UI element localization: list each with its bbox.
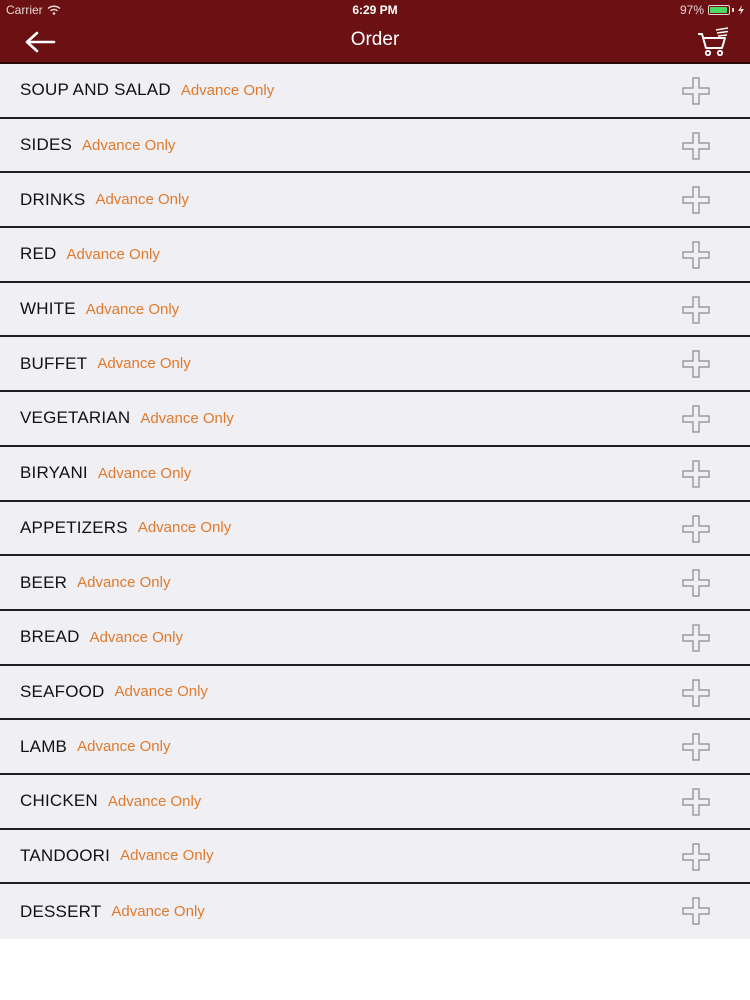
advance-only-badge: Advance Only [140, 409, 234, 427]
plus-icon [682, 843, 710, 871]
category-row[interactable] [0, 392, 750, 447]
category-name: DRINKS [20, 189, 86, 209]
expand-plus-button[interactable] [682, 296, 710, 324]
battery-percent: 97% [679, 3, 704, 17]
advance-only-badge: Advance Only [77, 738, 171, 756]
advance-only-badge: Advance Only [180, 81, 275, 99]
plus-icon [682, 186, 710, 214]
nav-bar [0, 20, 750, 64]
category-row[interactable] [0, 666, 750, 721]
category-row[interactable] [0, 611, 750, 666]
plus-icon [682, 624, 710, 652]
category-row[interactable] [0, 228, 750, 283]
category-name: BUFFET [20, 353, 88, 373]
expand-plus-button[interactable] [682, 843, 710, 871]
category-row[interactable] [0, 447, 750, 502]
category-name: BIRYANI [20, 463, 88, 483]
category-row[interactable] [0, 283, 750, 338]
expand-plus-button[interactable] [682, 897, 710, 925]
category-row[interactable] [0, 556, 750, 611]
plus-icon [682, 788, 710, 816]
battery-icon [708, 5, 730, 15]
carrier-label: Carrier [6, 3, 43, 17]
category-name: LAMB [20, 736, 68, 756]
category-row[interactable] [0, 720, 750, 775]
status-bar [0, 0, 750, 20]
plus-icon [682, 679, 710, 707]
advance-only-badge: Advance Only [97, 355, 191, 373]
expand-plus-button[interactable] [682, 788, 710, 816]
category-name: RED [20, 244, 57, 264]
charging-bolt-icon [738, 5, 744, 15]
advance-only-badge: Advance Only [120, 847, 214, 865]
plus-icon [682, 569, 710, 597]
plus-icon [682, 733, 710, 761]
advance-only-badge: Advance Only [82, 136, 176, 154]
category-name: SOUP AND SALAD [20, 80, 171, 100]
plus-icon [682, 241, 710, 269]
page-title: Order [350, 29, 400, 50]
plus-icon [682, 897, 710, 925]
expand-plus-button[interactable] [682, 186, 710, 214]
status-right [680, 3, 744, 17]
advance-only-badge: Advance Only [137, 519, 232, 537]
category-row[interactable] [0, 119, 750, 174]
plus-icon [682, 77, 710, 105]
category-name: CHICKEN [20, 791, 98, 811]
category-row[interactable] [0, 502, 750, 557]
category-name: WHITE [20, 299, 76, 319]
category-row[interactable] [0, 830, 750, 885]
category-name: SEAFOOD [20, 681, 105, 701]
expand-plus-button[interactable] [682, 733, 710, 761]
advance-only-badge: Advance Only [85, 300, 180, 318]
category-row[interactable] [0, 884, 750, 939]
expand-plus-button[interactable] [682, 77, 710, 105]
expand-plus-button[interactable] [682, 569, 710, 597]
expand-plus-button[interactable] [682, 405, 710, 433]
expand-plus-button[interactable] [682, 515, 710, 543]
advance-only-badge: Advance Only [89, 628, 183, 646]
advance-only-badge: Advance Only [66, 245, 160, 263]
advance-only-badge: Advance Only [97, 464, 192, 482]
advance-only-badge: Advance Only [111, 903, 205, 921]
expand-plus-button[interactable] [682, 241, 710, 269]
advance-only-badge: Advance Only [107, 792, 202, 810]
category-row[interactable] [0, 64, 750, 119]
category-row[interactable] [0, 337, 750, 392]
battery-cap [732, 8, 734, 12]
plus-icon [682, 350, 710, 378]
category-list [0, 64, 750, 939]
plus-icon [682, 296, 710, 324]
plus-icon [682, 132, 710, 160]
plus-icon [682, 460, 710, 488]
expand-plus-button[interactable] [682, 679, 710, 707]
category-name: BREAD [20, 627, 80, 647]
category-row[interactable] [0, 775, 750, 830]
expand-plus-button[interactable] [682, 132, 710, 160]
category-name: APPETIZERS [20, 517, 128, 537]
expand-plus-button[interactable] [682, 460, 710, 488]
cart-button[interactable] [696, 26, 730, 58]
category-name: SIDES [20, 135, 73, 155]
advance-only-badge: Advance Only [77, 574, 171, 592]
expand-plus-button[interactable] [682, 350, 710, 378]
status-time: 6:29 PM [352, 3, 398, 17]
expand-plus-button[interactable] [682, 624, 710, 652]
cart-icon [696, 26, 730, 58]
advance-only-badge: Advance Only [95, 191, 189, 209]
category-row[interactable] [0, 173, 750, 228]
plus-icon [682, 515, 710, 543]
category-name: TANDOORI [20, 845, 111, 865]
category-name: VEGETARIAN [20, 408, 131, 428]
category-name: BEER [20, 572, 68, 592]
battery-fill [710, 7, 727, 13]
plus-icon [682, 405, 710, 433]
advance-only-badge: Advance Only [114, 683, 208, 701]
category-name: DESSERT [20, 901, 102, 921]
